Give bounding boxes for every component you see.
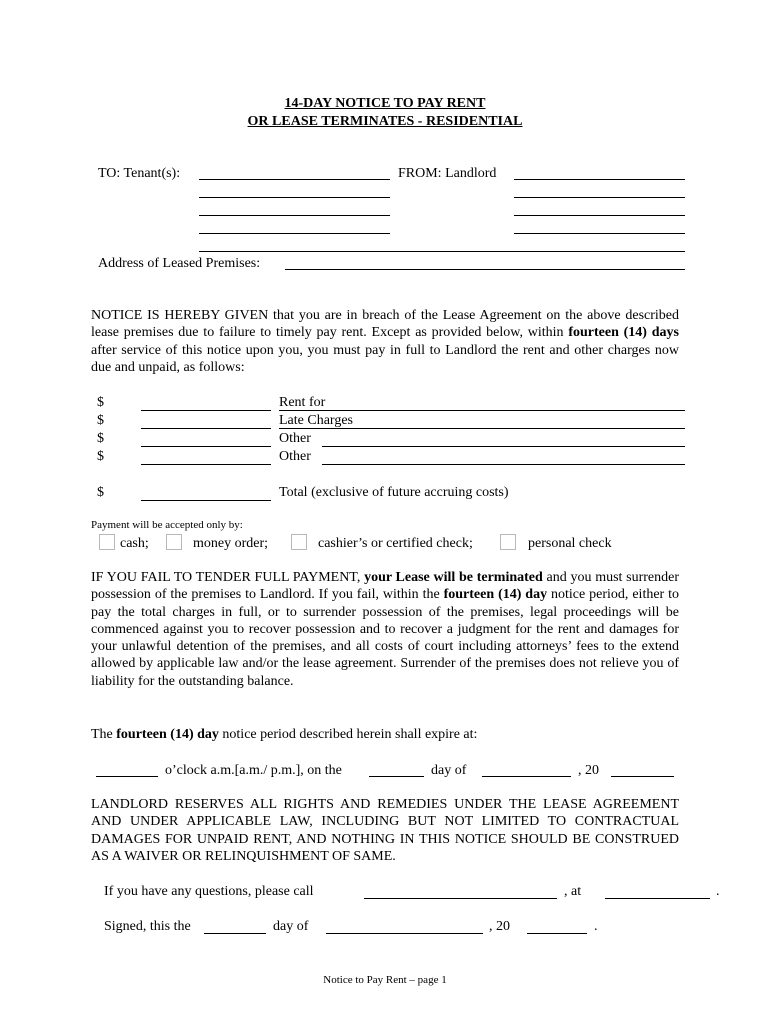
tenant-line-2[interactable] <box>199 197 390 198</box>
notice-text-b: after service of this notice upon you, you must pay in full to Landlord the rent and other charges now due and unpaid, as follows: <box>91 342 679 375</box>
failure-period: fourteen (14) day <box>443 587 548 603</box>
signed-label: Signed, this the <box>104 919 191 934</box>
notice-text-a: NOTICE IS HEREBY GIVEN that you are in breach of the Lease Agreement on the above described lease premises due to failure to timely pay rent. Except as provided below, within <box>91 308 679 341</box>
failure-text-a: IF YOU FAIL TO TENDER FULL PAYMENT, <box>91 570 361 585</box>
notice-paragraph <box>91 307 679 376</box>
tenant-label: TO: Tenant(s): <box>98 166 181 181</box>
cash-checkbox[interactable] <box>99 534 115 550</box>
document-title-line2: OR LEASE TERMINATES - RESIDENTIAL <box>247 114 523 129</box>
other2-description-line[interactable] <box>322 464 685 465</box>
contact-at-label: , at <box>564 884 582 899</box>
expire-hour-line[interactable] <box>96 776 158 777</box>
other1-label: Other <box>279 431 311 446</box>
failure-text-c: notice period, either to pay the total charges in full, or to surrender possession of the premises, legal proceedings will be commenced against you to recover possession and to recover a judgment for the rent and damages for your unlawful detention of the premises, and all costs of court including attorneys’ fees to the extend allowed by applicable law and/or the lease agreement. Surrender of the premises does not relieve you of liability for the outstanding balance. <box>91 587 680 689</box>
currency-sign: $ <box>97 449 104 464</box>
failure-text-b: and you must surrender possession of the premises to Landlord. If you fail, within the <box>91 570 680 603</box>
total-amount-line[interactable] <box>141 500 271 501</box>
cash-label: cash; <box>120 536 149 551</box>
cashiers-check-label: cashier’s or certified check; <box>318 536 473 551</box>
landlord-line-1[interactable] <box>514 179 685 180</box>
other1-amount-line[interactable] <box>141 446 271 447</box>
other2-label: Other <box>279 449 311 464</box>
late-amount-line[interactable] <box>141 428 271 429</box>
landlord-line-3[interactable] <box>514 215 685 216</box>
tenant-line-1[interactable] <box>199 179 390 180</box>
cashiers-check-checkbox[interactable] <box>291 534 307 550</box>
expire-text-b: notice period described herein shall expire at: <box>222 727 478 742</box>
expire-month-line[interactable] <box>482 776 571 777</box>
address-label: Address of Leased Premises: <box>98 256 261 271</box>
currency-sign: $ <box>97 413 104 428</box>
signed-year-line[interactable] <box>527 933 587 934</box>
expire-oclock-label: o’clock a.m.[a.m./ p.m.], on the <box>165 763 342 778</box>
total-label: Total (exclusive of future accruing costs) <box>279 485 509 500</box>
address-line-2[interactable] <box>285 269 685 270</box>
currency-sign: $ <box>97 431 104 446</box>
money-order-label: money order; <box>193 536 269 551</box>
expire-year-line[interactable] <box>611 776 674 777</box>
expire-text-a: The <box>91 727 113 742</box>
other2-amount-line[interactable] <box>141 464 271 465</box>
signed-day-of-label: day of <box>273 919 309 934</box>
currency-sign: $ <box>97 395 104 410</box>
tenant-line-3[interactable] <box>199 215 390 216</box>
rent-period-line[interactable] <box>279 410 685 411</box>
tenant-line-4[interactable] <box>199 233 390 234</box>
signed-month-line[interactable] <box>326 933 483 934</box>
address-line-1[interactable] <box>199 251 685 252</box>
late-charges-label: Late Charges <box>279 413 353 428</box>
expire-period: fourteen (14) day <box>116 727 219 742</box>
payment-intro: Payment will be accepted only by: <box>91 519 243 531</box>
notice-deadline: fourteen (14) days <box>568 325 679 341</box>
contact-period: . <box>716 884 720 899</box>
late-charges-line[interactable] <box>279 428 685 429</box>
signed-year-label: , 20 <box>489 919 510 934</box>
document-title-line1: 14-DAY NOTICE TO PAY RENT <box>284 96 486 111</box>
contact-name-line[interactable] <box>364 898 557 899</box>
personal-check-checkbox[interactable] <box>500 534 516 550</box>
rent-amount-line[interactable] <box>141 410 271 411</box>
currency-sign: $ <box>97 485 104 500</box>
failure-termination: your Lease will be terminated <box>364 570 543 585</box>
expire-day-of-label: day of <box>431 763 467 778</box>
page-footer: Notice to Pay Rent – page 1 <box>323 974 447 986</box>
signed-day-line[interactable] <box>204 933 266 934</box>
expire-sentence <box>91 726 477 743</box>
landlord-line-2[interactable] <box>514 197 685 198</box>
signed-period: . <box>594 919 598 934</box>
rent-label: Rent for <box>279 395 326 410</box>
landlord-line-4[interactable] <box>514 233 685 234</box>
expire-year-label: , 20 <box>578 763 599 778</box>
failure-paragraph <box>91 569 679 690</box>
money-order-checkbox[interactable] <box>166 534 182 550</box>
other1-description-line[interactable] <box>322 446 685 447</box>
reserve-rights-paragraph: LANDLORD RESERVES ALL RIGHTS AND REMEDIES UNDER THE LEASE AGREEMENT AND UNDER APPLICABLE LAW, INCLUDING BUT NOT LIMITED TO CONTRACTUAL DAMAGES FOR UNPAID RENT, AND NOTHING IN THIS NOTICE SHOULD BE CONSTRUED AS A WAIVER OR RELINQUISHMENT OF SAME. <box>91 797 679 864</box>
expire-day-line[interactable] <box>369 776 424 777</box>
questions-label: If you have any questions, please call <box>104 884 314 899</box>
contact-phone-line[interactable] <box>605 898 710 899</box>
landlord-label: FROM: Landlord <box>398 166 497 181</box>
personal-check-label: personal check <box>528 536 612 551</box>
